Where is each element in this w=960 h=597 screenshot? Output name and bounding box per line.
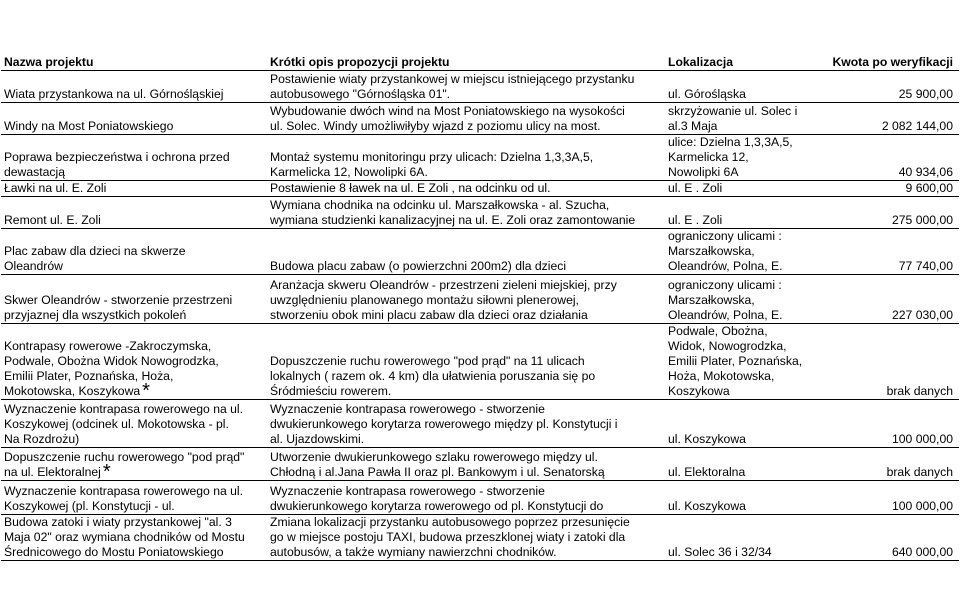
project-name-text: Windy na Most Poniatowskiego [4,118,174,133]
table-row [1,399,959,447]
project-amount-text: 2 082 144,00 [881,118,953,133]
project-description-cell[interactable] [267,70,665,102]
project-location-text: skrzyżowanie ul. Solec i al.3 Maja [668,103,798,133]
project-amount-cell[interactable] [813,70,959,102]
project-location-cell[interactable] [665,323,813,399]
project-name-text: Wyznaczenie kontrapasa rowerowego na ul. Koszykowej (odcinek ul. Mokotowska - pl. Na Rozdrożu) [4,401,244,446]
project-amount-cell[interactable] [813,399,959,447]
header-amount[interactable]: Kwota po weryfikacji [813,52,959,70]
table-row [1,447,959,480]
project-name-cell[interactable] [1,180,267,196]
project-name-cell[interactable] [1,70,267,102]
project-description-text: Wymiana chodnika na odcinku ul. Marszałkowska - al. Szucha, wymiana studzienki kanalizacyjnej na ul. E. Zoli oraz zamontowanie [270,197,636,227]
project-location-cell[interactable] [665,134,813,180]
header-description[interactable]: Krótki opis propozycji projektu [267,52,665,70]
project-location-text: ograniczony ulicami : Marszałkowska, Oleandrów, Polna, E. [668,277,783,322]
project-name-cell[interactable] [1,323,267,399]
project-location-cell[interactable] [665,514,813,560]
project-description-text: Montaż systemu monitoringu przy ulicach: Dzielna 1,3,3A,5, Karmelicka 12, Nowolipki 6A. [270,149,594,179]
project-amount-text: 9 600,00 [905,180,953,195]
project-location-cell[interactable] [665,70,813,102]
project-location-cell[interactable] [665,102,813,134]
project-name-cell[interactable] [1,228,267,274]
project-name-cell[interactable] [1,134,267,180]
project-description-cell[interactable] [267,323,665,399]
table-row [1,480,959,514]
footnote-asterisk: * [142,379,150,399]
project-name-cell[interactable] [1,102,267,134]
project-description-cell[interactable] [267,399,665,447]
table-row [1,274,959,323]
project-description-cell[interactable] [267,196,665,228]
project-amount-text: 25 900,00 [898,86,953,101]
project-description-text: Aranżacja skweru Oleandrów - przestrzeni zieleni miejskiej, przy uwzględnieniu planowanego montażu siłowni plenerowej, stworzeniu obok mini placu zabaw dla dzieci oraz działania [270,277,617,322]
project-description-text: Zmiana lokalizacji przystanku autobusowego poprzez przesunięcie go w miejsce postoju TAXI, budowa przeszklonej wiaty i zatoki dla autobusów, a także wymiany nawierzchni chodników. [270,514,630,559]
project-location-text: ulice: Dzielna 1,3,3A,5, Karmelicka 12, Nowolipki 6A [668,134,793,179]
project-location-text: ul. E . Zoli [668,180,723,195]
project-name-cell[interactable] [1,447,267,480]
project-amount-text: brak danych [886,464,953,479]
table-row [1,70,959,102]
project-location-cell[interactable] [665,180,813,196]
project-amount-cell[interactable] [813,228,959,274]
project-description-text: Postawienie wiaty przystankowej w miejscu istniejącego przystanku autobusowego "Górnośląska 01". [270,71,635,101]
project-name-text: Remont ul. E. Zoli [4,212,101,227]
project-amount-text: 100 000,00 [892,431,953,446]
project-description-text: Dopuszczenie ruchu rowerowego "pod prąd" na 11 ulicach lokalnych ( razem ok. 4 km) dla ułatwienia poruszania się po Śródmieściu rowerem. [270,353,596,398]
project-description-cell[interactable] [267,102,665,134]
project-amount-cell[interactable] [813,274,959,323]
project-location-cell[interactable] [665,447,813,480]
project-name-text: Budowa zatoki i wiaty przystankowej "al. 3 Maja 02" oraz wymiana chodników od Mostu Średnicowego do Mostu Poniatowskiego [4,514,245,559]
project-description-text: Utworzenie dwukierunkowego szlaku rowerowego między ul. Chłodną i al.Jana Pawła II oraz pl. Bankowym i ul. Senatorską [270,449,605,479]
table-row [1,180,959,196]
project-name-text: Wiata przystankowa na ul. Górnośląskiej [4,86,224,101]
project-location-text: ul. Górośląska [668,86,746,101]
project-name-cell[interactable] [1,480,267,514]
project-amount-text: 227 030,00 [892,307,953,322]
project-description-cell[interactable] [267,180,665,196]
project-amount-cell[interactable] [813,480,959,514]
project-amount-cell[interactable] [813,196,959,228]
table-row [1,102,959,134]
project-location-cell[interactable] [665,480,813,514]
projects-table [1,52,959,561]
table-row [1,196,959,228]
project-description-text: Wyznaczenie kontrapasa rowerowego - stworzenie dwukierunkowego korytarza rowerowego od pl. Konstytucji do [270,483,604,513]
project-location-text: ul. Elektoralna [668,464,746,479]
project-name-text: Wyznaczenie kontrapasa rowerowego na ul. Koszykowej (pl. Konstytucji - ul. [4,483,244,513]
project-amount-cell[interactable] [813,134,959,180]
project-description-cell[interactable] [267,447,665,480]
project-location-text: ul. Solec 36 i 32/34 [668,544,772,559]
project-name-cell[interactable] [1,514,267,560]
project-amount-text: 275 000,00 [892,212,953,227]
project-description-cell[interactable] [267,228,665,274]
project-description-cell[interactable] [267,514,665,560]
project-amount-cell[interactable] [813,180,959,196]
project-location-text: ul. Koszykowa [668,431,746,446]
project-description-text: Budowa placu zabaw (o powierzchni 200m2) dla dzieci [270,258,567,273]
project-location-text: ograniczony ulicami : Marszałkowska, Oleandrów, Polna, E. [668,228,783,273]
table-row [1,323,959,399]
project-location-cell[interactable] [665,196,813,228]
project-name-cell[interactable] [1,399,267,447]
project-amount-cell[interactable] [813,323,959,399]
project-name-text: Ławki na ul. E. Zoli [4,180,107,195]
project-description-cell[interactable] [267,480,665,514]
header-name[interactable]: Nazwa projektu [1,52,267,70]
project-amount-text: 40 934,06 [898,164,953,179]
table-row [1,228,959,274]
project-description-text: Postawienie 8 ławek na ul. E Zoli , na odcinku od ul. [270,180,551,195]
project-name-text: Kontrapasy rowerowe -Zakroczymska, Podwale, Obożna Widok Nowogrodzka, Emilii Plater, Poznańska, Hoża, Mokotowska, Koszykowa [4,338,219,398]
project-description-text: Wybudowanie dwóch wind na Most Poniatowskiego na wysokości ul. Solec. Windy umożliwiłyby wjazd z poziomu ulicy na most. [270,103,625,133]
project-name-text: Skwer Oleandrów - stworzenie przestrzeni przyjaznej dla wszystkich pokoleń [4,292,233,322]
project-name-cell[interactable] [1,196,267,228]
project-amount-text: 100 000,00 [892,498,953,513]
project-location-text: Podwale, Obożna, Widok, Nowogrodzka, Emilii Plater, Poznańska, Hoża, Mokotowska, Koszykowa [668,323,803,398]
project-amount-text: 640 000,00 [892,544,953,559]
project-description-cell[interactable] [267,274,665,323]
table-row [1,514,959,560]
project-name-text: Dopuszczenie ruchu rowerowego "pod prąd" na ul. Elektoralnej [4,449,245,479]
project-name-text: Plac zabaw dla dzieci na skwerze Oleandrów [4,243,186,273]
footnote-asterisk: * [102,460,111,480]
header-row [1,52,959,70]
header-location[interactable]: Lokalizacja [665,52,813,70]
project-name-text: Poprawa bezpieczeństwa i ochrona przed dewastacją [4,149,230,179]
project-location-text: ul. E . Zoli [668,212,723,227]
project-description-text: Wyznaczenie kontrapasa rowerowego - stworzenie dwukierunkowego korytarza rowerowego między pl. Konstytucji i al. Ujazdowskimi. [270,401,618,446]
project-amount-text: brak danych [886,383,953,398]
project-amount-cell[interactable] [813,102,959,134]
project-location-text: ul. Koszykowa [668,498,746,513]
project-amount-cell[interactable] [813,447,959,480]
project-amount-text: 77 740,00 [898,258,953,273]
project-name-cell[interactable] [1,274,267,323]
table-row [1,134,959,180]
project-location-cell[interactable] [665,399,813,447]
project-description-cell[interactable] [267,134,665,180]
project-amount-cell[interactable] [813,514,959,560]
project-location-cell[interactable] [665,274,813,323]
project-location-cell[interactable] [665,228,813,274]
